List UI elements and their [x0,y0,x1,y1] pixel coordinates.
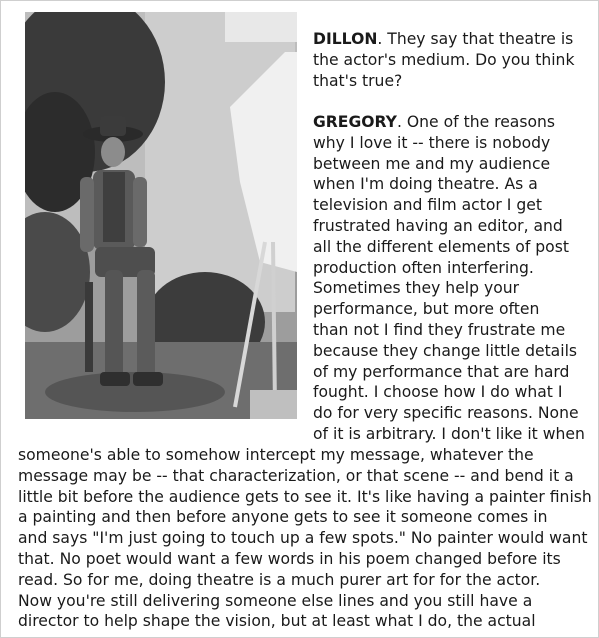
speaker-gregory: GREGORY [313,113,397,131]
continuation-line: director to help shape the vision, but at least what I do, the actual [18,612,536,631]
answer-line: television and film actor I get [313,196,542,215]
answer-line: of it is arbitrary. I don't like it when [313,424,585,443]
answer-line: between me and my audience [313,154,551,173]
continuation-line: read. So for me, doing theatre is a much purer art for for the actor. [18,570,541,589]
continuation-line: Now you're still delivering someone else lines and you still have a [18,591,533,610]
answer-line: frustrated having an editor, and [313,216,563,235]
answer-continuation [18,445,594,632]
answer-line: all the different elements of post [313,237,569,256]
question-paragraph [313,29,595,91]
answer-line: of my performance that are hard [313,362,570,381]
answer-line: GREGORY. One of the reasons [313,113,556,131]
continuation-line: someone's able to somehow intercept my message, whatever the [18,446,534,464]
continuation-line: little bit before the audience gets to see it. It's like having a painter finish [18,487,592,506]
answer-line: production often interfering. [313,258,534,277]
answer-line: performance, but more often [313,300,540,319]
answer-paragraph [313,112,595,445]
answer-line: when I'm doing theatre. As a [313,175,538,194]
answer-line: why I love it -- there is nobody [313,133,551,152]
continuation-line: message may be -- that characterization, or that scene -- and bend it a [18,466,574,485]
answer-line: because they change little details [313,341,578,360]
answer-line: fought. I choose how I do what I [313,383,563,402]
actor-photo [25,12,297,419]
question-text: . They say that theatre is the actor's medium. Do you think that's true? [313,30,575,90]
answer-line: do for very specific reasons. None [313,404,579,423]
continuation-line: and says "I'm just going to touch up a few spots." No painter would want [18,529,588,548]
answer-line: than not I find they frustrate me [313,320,566,339]
answer-line: Sometimes they help your [313,279,520,298]
continuation-line: a painting and then before anyone gets to see it someone comes in [18,508,548,527]
speaker-dillon: DILLON [313,30,378,48]
continuation-line: that. No poet would want a few words in his poem changed before its [18,549,561,568]
